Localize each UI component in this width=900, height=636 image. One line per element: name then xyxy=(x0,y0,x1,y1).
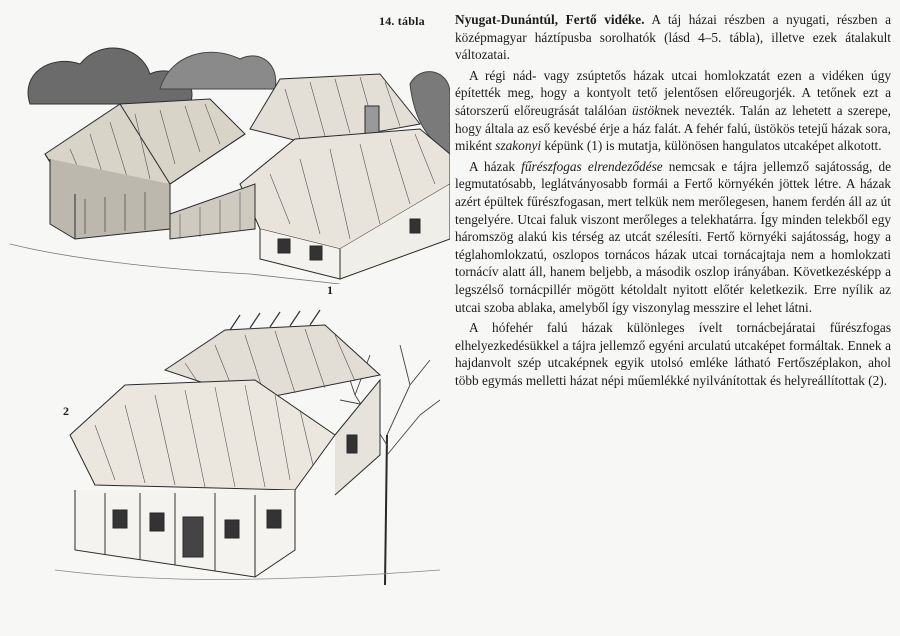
term-fureszfogas: fűrészfogas elrendeződése xyxy=(521,158,663,174)
article-text-column xyxy=(455,11,891,392)
paragraph-2-text-b: nek nevezték. Talán az lehetett a szerepe, hogy általa az eső kevésbé érje a ház falát. A fehér falú, üstökös tetejű házak sora, miként xyxy=(455,102,891,154)
paragraph-1-text: A táj házai részben a nyugati, részben a középmagyar háztípusba sorolhatók (lásd 4–5. tábla), illetve ezek átalakult változatai. xyxy=(455,12,891,63)
illustration-restored-house xyxy=(55,285,440,585)
term-szakonyi: szakonyi xyxy=(495,138,542,154)
illustration-thatched-houses-row xyxy=(10,34,450,284)
paragraph-3-text-b: nemcsak e tájra jellemző sajátosság, de legmutatósabb, leglátványosabb formái a Fertő környékén jöttek létre. A házak azért épültek fűrészfogasan, mert telkük nem merőlegesen, hanem ferdén áll az út tengelyére. Utcai faluk viszont merőleges a telekhatárra. Így minden telekből egy háromszög alakú kis térség az utcát szélesíti. Fertő környéki sajátosság, hogy a téglahomlokzatú, oszlopos tornácos házak utcai tornácajtaja nem a homlokzati tornácív alatt áll, hanem beljebb, a második oszlop irányában. Következésképp a legszélső tornácpillér mögött kétoldalt nyitott előtér keletkezik. Erre nyílik az utcai szoba ablaka, amelyből így viszonylag messzire el lehet látni. xyxy=(455,158,891,315)
paragraph-2-text-a: A régi nád- vagy zsúptetős házak utcai homlokzatát ezen a vidéken úgy építették meg, hogy a kontyolt tető jelentősen előreugorjék. A tetőnek ezt a sátorszerű előreugrását találóan xyxy=(455,67,891,118)
paragraph-2-text-c: képünk (1) is mutatja, különösen hangulatos utcaképet alkotott. xyxy=(541,138,882,154)
article-heading: Nyugat-Dunántúl, Fertő vidéke. xyxy=(455,12,645,27)
term-ustok: üstök xyxy=(631,102,661,118)
paragraph-2 xyxy=(455,67,891,155)
paragraph-3-text-a: A házak xyxy=(469,158,522,174)
plate-label: 14. tábla xyxy=(379,14,425,28)
paragraph-4: A hófehér falú házak különleges ívelt tornácbejáratai fűrészfogas elhelyezkedésükkel a tájra jellemző egyéni arculatú utcaképet formáltak. Ennek a hajdanvolt szép utcaképnek egyik utolsó emléke látható Fertőszéplakon, ahol több egymás melletti házat népi műemlékké nyilvánítottak és helyreállítottak (2). xyxy=(455,320,891,388)
figure-1-number: 1 xyxy=(327,283,333,297)
paragraph-3 xyxy=(455,158,891,316)
figure-2-number: 2 xyxy=(63,404,69,418)
paragraph-1 xyxy=(455,11,891,64)
